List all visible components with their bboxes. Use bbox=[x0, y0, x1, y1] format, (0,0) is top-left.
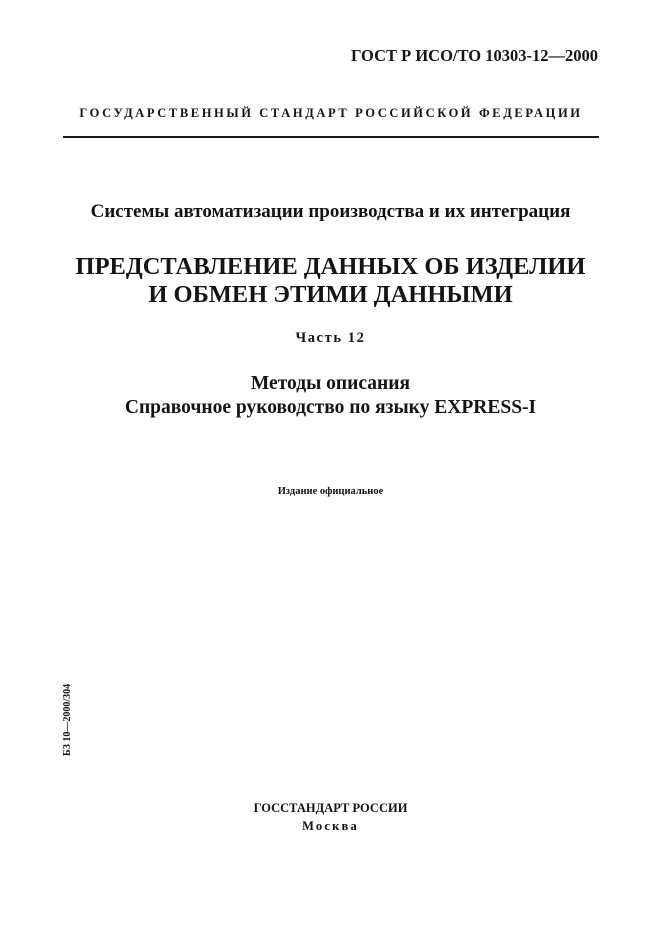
document-main-title bbox=[0, 253, 661, 309]
publication-city: Москва bbox=[302, 819, 359, 833]
edition-note: Издание официальное bbox=[277, 486, 384, 497]
standard-designation: ГОСТ Р ИСО/ТО 10303-12—2000 bbox=[350, 46, 598, 65]
main-title-line-1: ПРЕДСТАВЛЕНИЕ ДАННЫХ ОБ ИЗДЕЛИИ bbox=[75, 253, 586, 280]
subtitle-line-1: Методы описания bbox=[250, 373, 411, 394]
subtitle-line-2: Справочное руководство по языку EXPRESS-I bbox=[124, 397, 537, 418]
series-title: Системы автоматизации производства и их интеграция bbox=[90, 201, 571, 222]
state-standard-heading: ГОСУДАРСТВЕННЫЙ СТАНДАРТ РОССИЙСКОЙ ФЕДЕРАЦИИ bbox=[79, 106, 583, 120]
publisher-name: ГОССТАНДАРТ РОССИИ bbox=[253, 801, 408, 815]
part-number: Часть 12 bbox=[295, 330, 366, 346]
header-divider bbox=[63, 136, 599, 138]
document-subtitle bbox=[0, 372, 661, 420]
main-title-line-2: И ОБМЕН ЭТИМИ ДАННЫМИ bbox=[148, 281, 513, 308]
side-registration-code: БЗ 10—2000/304 bbox=[62, 683, 73, 756]
